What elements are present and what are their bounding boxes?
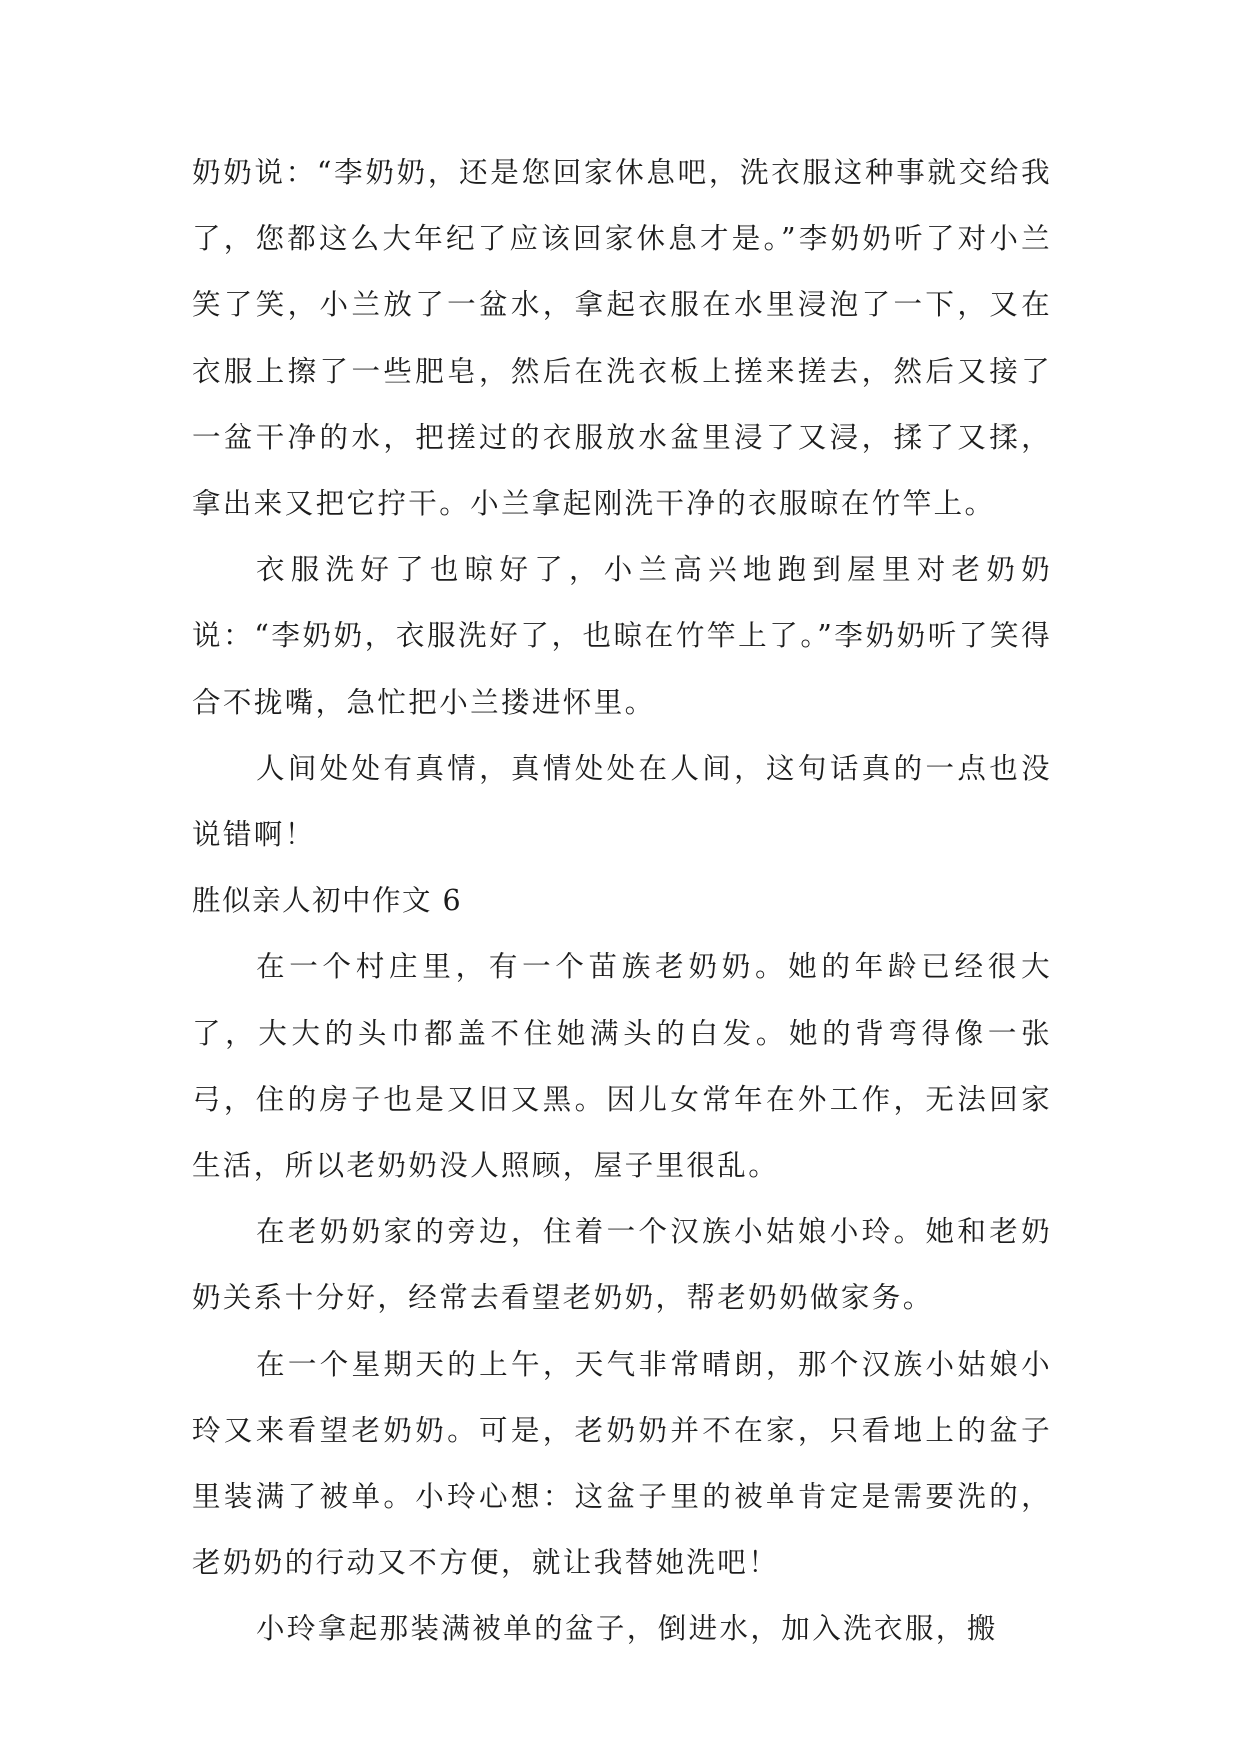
paragraph-1: 奶奶说：“李奶奶，还是您回家休息吧，洗衣服这种事就交给我了，您都这么大年纪了应该回家休息才是。”李奶奶听了对小兰笑了笑，小兰放了一盆水，拿起衣服在水里浸泡了一下，又在衣服上擦了一些肥皂，然后在洗衣板上搓来搓去，然后又接了一盆干净的水，把搓过的衣服放水盆里浸了又浸，揉了又揉，拿出来又把它拧干。小兰拿起刚洗干净的衣服晾在竹竿上。	[192, 156, 1052, 521]
section-heading: 胜似亲人初中作文 6	[192, 884, 463, 918]
document-body	[192, 140, 1052, 1663]
paragraph-5: 在老奶奶家的旁边，住着一个汉族小姑娘小玲。她和老奶奶关系十分好，经常去看望老奶奶，帮老奶奶做家务。	[192, 1215, 1052, 1315]
paragraph-2: 衣服洗好了也晾好了，小兰高兴地跑到屋里对老奶奶说：“李奶奶，衣服洗好了，也晾在竹竿上了。”李奶奶听了笑得合不拢嘴，急忙把小兰搂进怀里。	[192, 553, 1052, 719]
paragraph-4: 在一个村庄里，有一个苗族老奶奶。她的年龄已经很大了，大大的头巾都盖不住她满头的白发。她的背弯得像一张弓，住的房子也是又旧又黑。因儿女常年在外工作，无法回家生活，所以老奶奶没人照顾，屋子里很乱。	[192, 950, 1052, 1183]
paragraph-7: 小玲拿起那装满被单的盆子，倒进水，加入洗衣服，搬	[256, 1612, 998, 1646]
paragraph-6: 在一个星期天的上午，天气非常晴朗，那个汉族小姑娘小玲又来看望老奶奶。可是，老奶奶并不在家，只看地上的盆子里装满了被单。小玲心想：这盆子里的被单肯定是需要洗的，老奶奶的行动又不方便，就让我替她洗吧！	[192, 1347, 1052, 1580]
paragraph-3: 人间处处有真情，真情处处在人间，这句话真的一点也没说错啊！	[192, 751, 1052, 852]
